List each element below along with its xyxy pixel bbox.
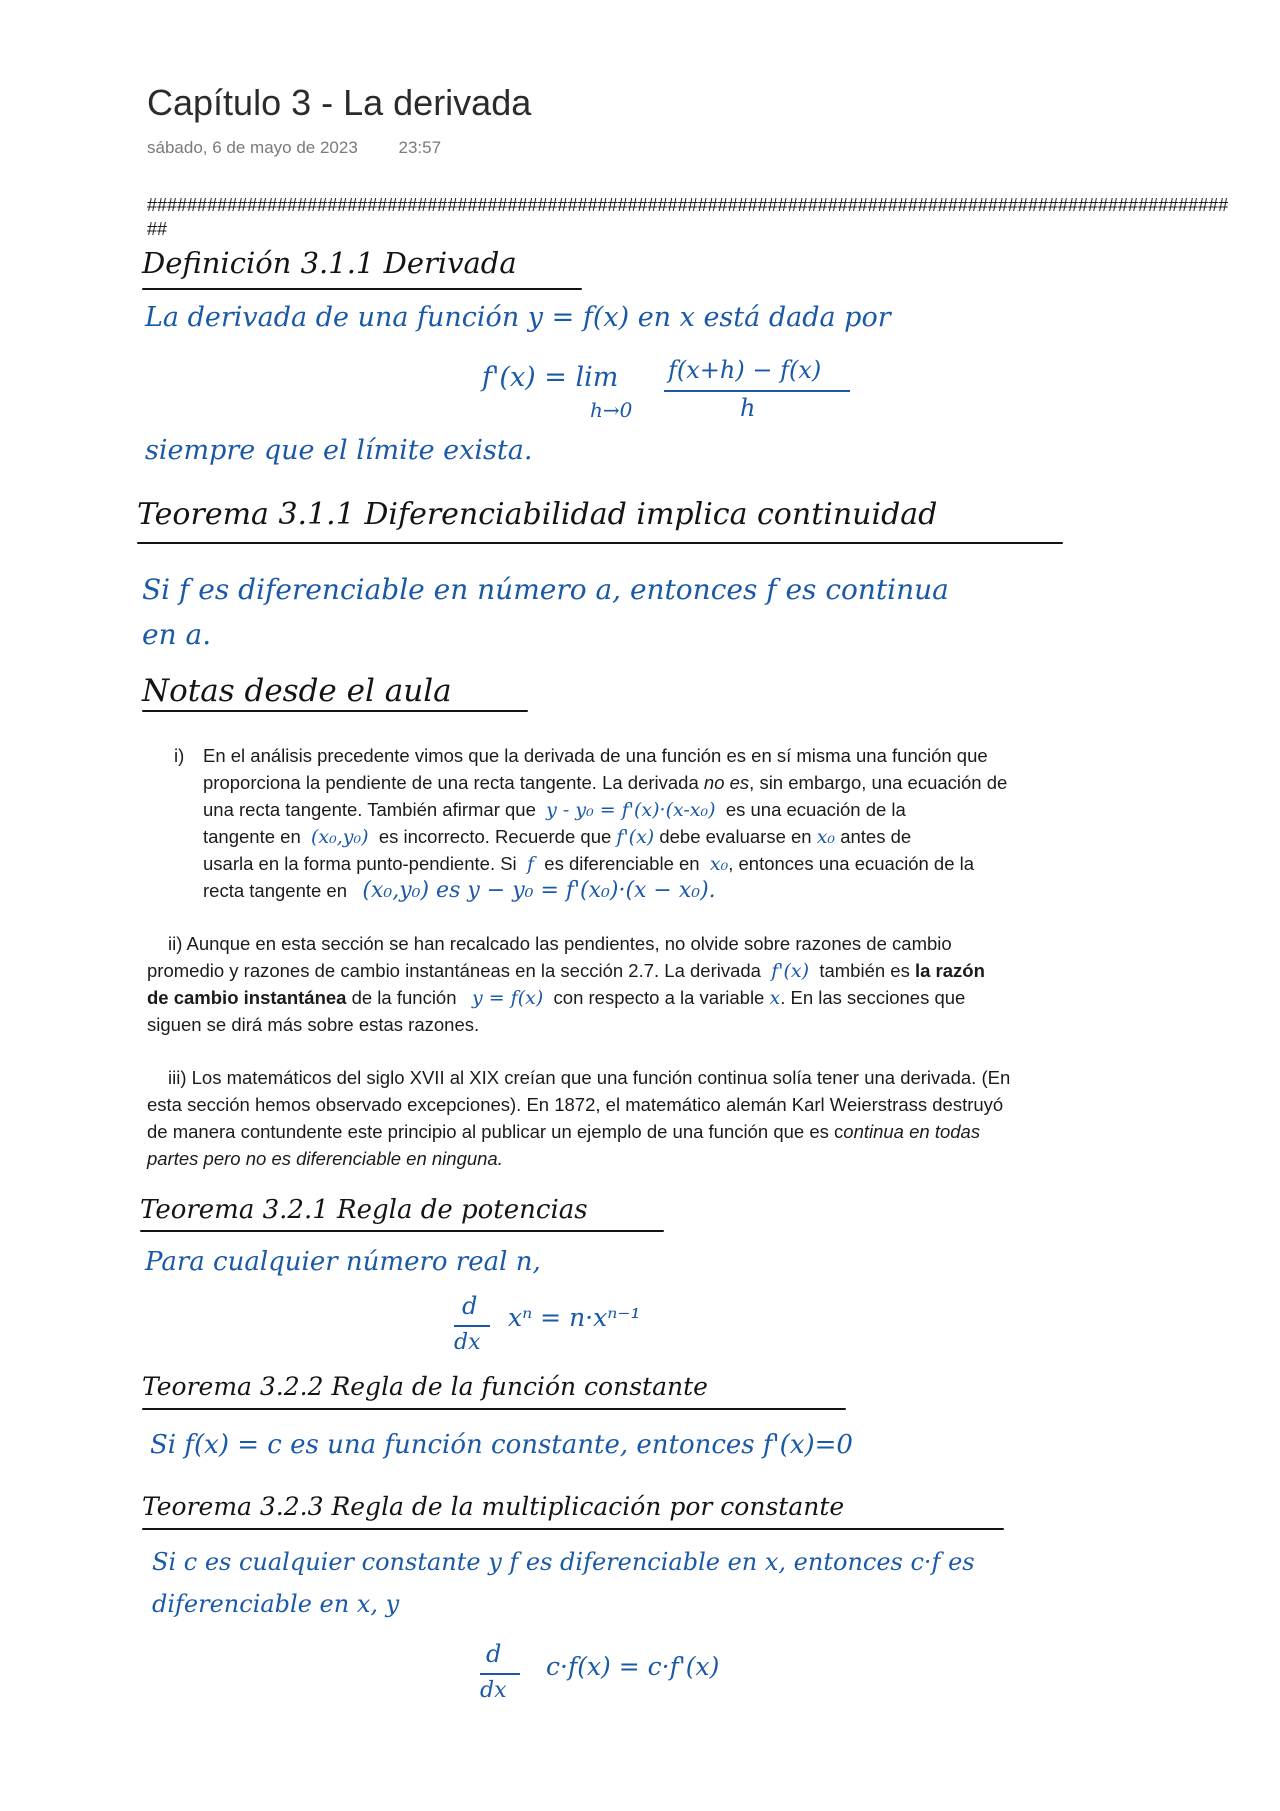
- definition-heading: Definición 3.1.1 Derivada: [142, 246, 517, 280]
- theorem-311-underline: [137, 542, 1063, 544]
- theorem-311-text-2: en a.: [142, 618, 212, 651]
- note-i-line-4-c: debe evaluarse en: [659, 826, 812, 847]
- note-i-tangent-equation: (x₀,y₀) es y − y₀ = f'(x₀)·(x − x₀).: [362, 878, 716, 903]
- note-i-line-6: [203, 877, 716, 904]
- theorem-323-text-2: diferenciable en x, y: [152, 1590, 400, 1618]
- hash-separator: ##############################################################################################################: [147, 195, 1229, 239]
- definition-text: La derivada de una función y = f(x) en x está dada por: [145, 302, 891, 333]
- note-i-line-2-text: proporciona la pendiente de una recta tangente. La derivada: [203, 772, 699, 793]
- theorem-323-heading: Teorema 3.2.3 Regla de la multiplicación por constante: [142, 1492, 845, 1521]
- note-i-label: i): [174, 745, 185, 766]
- theorem-321-underline: [140, 1230, 664, 1232]
- constant-rule-dx-bar: [480, 1673, 520, 1675]
- note-iii-line-3: [147, 1118, 980, 1145]
- definition-condition: siempre que el límite exista.: [145, 435, 533, 466]
- note-i-line-2: [203, 769, 1007, 796]
- note-ii-x: x: [769, 987, 781, 1009]
- note-ii-line-2-text: promedio y razones de cambio instantáneas en la sección 2.7. La derivada: [147, 960, 761, 981]
- difference-quotient-denominator: h: [740, 394, 756, 422]
- note-i-line-3: [203, 796, 906, 824]
- power-rule-dx: dx: [454, 1330, 481, 1355]
- theorem-322-underline: [142, 1408, 846, 1410]
- note-ii-line-3-c: . En las secciones que: [780, 987, 966, 1008]
- note-ii-line-4: siguen se dirá más sobre estas razones.: [147, 1014, 480, 1035]
- constant-rule-expression: c·f(x) = c·f'(x): [546, 1652, 720, 1681]
- note-i-line-5: [203, 850, 974, 878]
- limit-subscript: h→0: [590, 398, 633, 422]
- constant-rule-dx: dx: [480, 1678, 507, 1703]
- note-ii-line-3-b: con respecto a la variable: [553, 987, 765, 1008]
- note-i-line-6-text: recta tangente en: [203, 880, 347, 901]
- note-ii-bold-2: de cambio instantánea: [147, 987, 347, 1008]
- theorem-322-text: Si f(x) = c es una función constante, entonces f'(x)=0: [150, 1430, 853, 1460]
- note-i-line-3-rest: es una ecuación de la: [725, 799, 906, 820]
- note-iii-line-3-emphasis: ontinua en todas: [843, 1121, 981, 1142]
- page-time: 23:57: [398, 138, 442, 157]
- page-title: Capítulo 3 - La derivada: [147, 82, 532, 123]
- note-i-line-4: [203, 823, 911, 851]
- note-iii-line-3-text: de manera contundente este principio al publicar un ejemplo de una función que es c: [147, 1121, 844, 1142]
- note-i-line-4-text: tangente en: [203, 826, 301, 847]
- note-i-line-1: En el análisis precedente vimos que la derivada de una función es en sí misma una función que: [203, 745, 988, 766]
- theorem-323-underline: [142, 1528, 1004, 1530]
- note-i-x0-2: x₀: [709, 853, 729, 875]
- note-i-line-5-c: , entonces una ecuación de la: [728, 853, 975, 874]
- note-iii-line-4-emphasis: partes pero no es diferenciable en ninguna.: [147, 1148, 503, 1169]
- difference-quotient-numerator: f(x+h) − f(x): [668, 356, 822, 384]
- note-iii-line-1: iii) Los matemáticos del siglo XVII al XIX creían que una función continua solía tener una derivada. (En: [168, 1067, 1011, 1088]
- note-iii-line-4: [147, 1145, 503, 1172]
- note-i-line-3-text: una recta tangente. También afirmar que: [203, 799, 536, 820]
- note-i-line-5-b: es diferenciable en: [544, 853, 700, 874]
- note-iii-line-2: esta sección hemos observado excepciones). En 1872, el matemático alemán Karl Weierstrass destruyó: [147, 1094, 1004, 1115]
- note-i-point: (x₀,y₀): [311, 826, 369, 848]
- theorem-311-heading: Teorema 3.1.1 Diferenciabilidad implica continuidad: [137, 497, 938, 532]
- note-ii-line-3-text: de la función: [351, 987, 457, 1008]
- page-meta: [147, 138, 477, 158]
- power-rule-dx-bar: [454, 1325, 490, 1327]
- derivative-lhs: f'(x) = lim: [482, 362, 619, 393]
- note-ii-line-2: [147, 957, 985, 985]
- note-i-line-4-b: es incorrecto. Recuerde que: [378, 826, 612, 847]
- theorem-321-text: Para cualquier número real n,: [145, 1247, 541, 1277]
- page-date: sábado, 6 de mayo de 2023: [147, 138, 358, 157]
- note-ii-line-2-b: también es: [819, 960, 910, 981]
- note-i-line-2-emphasis: no es: [703, 772, 750, 793]
- note-i-line-4-d: antes de: [840, 826, 912, 847]
- note-ii-line-3: [147, 984, 965, 1012]
- note-i-fprime: f'(x): [616, 826, 655, 848]
- theorem-322-heading: Teorema 3.2.2 Regla de la función constante: [142, 1372, 708, 1401]
- notes-heading: Notas desde el aula: [142, 673, 452, 709]
- notes-heading-underline: [142, 710, 528, 712]
- note-i-x0: x₀: [816, 826, 836, 848]
- definition-heading-underline: [142, 288, 582, 290]
- fraction-bar: [664, 390, 850, 392]
- note-ii-line-1: ii) Aunque en esta sección se han recalcado las pendientes, no olvide sobre razones de cambio: [168, 933, 952, 954]
- note-ii-fprime: f'(x): [771, 960, 810, 982]
- theorem-321-heading: Teorema 3.2.1 Regla de potencias: [140, 1195, 588, 1225]
- note-i-equation-wrong: y - y₀ = f'(x)·(x-x₀): [546, 799, 716, 821]
- note-i-line-5-text: usarla en la forma punto-pendiente. Si: [203, 853, 517, 874]
- theorem-323-text-1: Si c es cualquier constante y f es diferenciable en x, entonces c·f es: [152, 1548, 975, 1576]
- note-i-line-2-rest: , sin embargo, una ecuación de: [749, 772, 1008, 793]
- power-rule-d: d: [462, 1292, 478, 1320]
- note-i-f: f: [526, 853, 534, 875]
- note-ii-bold-1: la razón: [914, 960, 985, 981]
- theorem-311-text-1: Si f es diferenciable en número a, entonces f es continua: [142, 573, 949, 606]
- note-ii-function: y = f(x): [471, 987, 544, 1009]
- constant-rule-d: d: [486, 1640, 502, 1668]
- power-rule-expression: xⁿ = n·xⁿ⁻¹: [508, 1303, 641, 1332]
